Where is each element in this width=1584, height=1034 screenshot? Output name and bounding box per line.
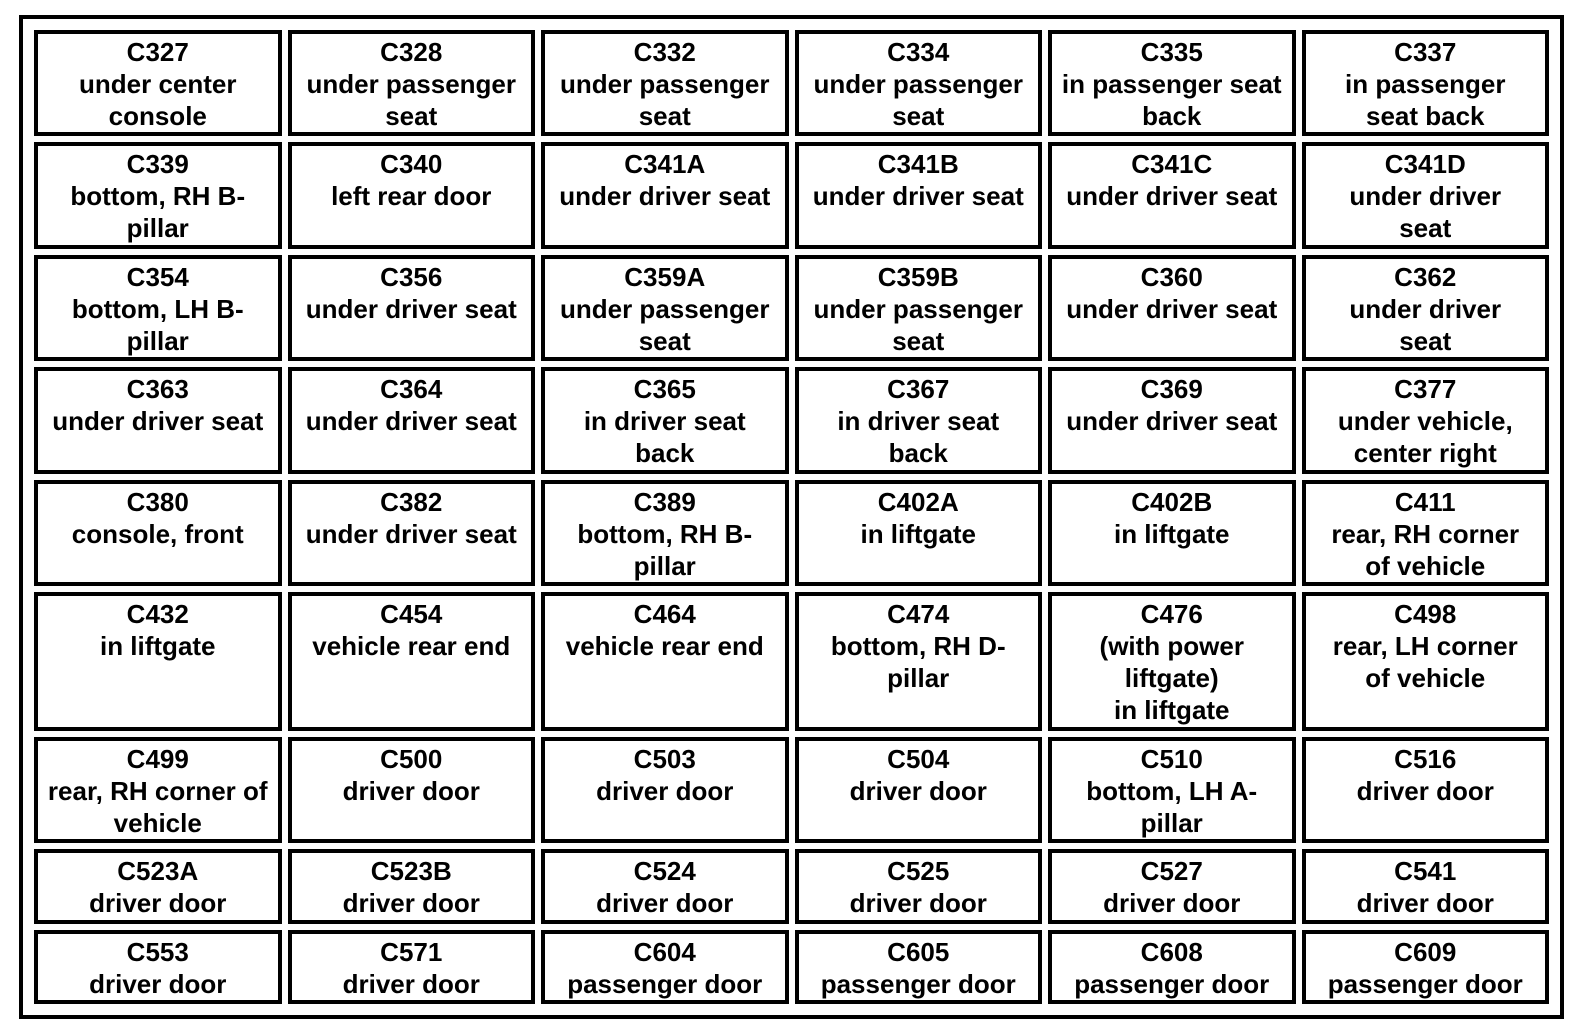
connector-cell (288, 142, 536, 248)
connector-location: bottom, LH A- pillar (1086, 775, 1258, 838)
connector-code: C541 (1394, 856, 1457, 887)
connector-location: under driver seat (1349, 181, 1502, 244)
connector-location: driver door (342, 888, 480, 919)
connector-location: under driver seat (52, 406, 264, 437)
table-body (34, 30, 1549, 1004)
connector-cell (541, 30, 789, 136)
connector-cell (541, 480, 789, 586)
connector-code: C503 (633, 743, 696, 774)
connector-cell (288, 849, 536, 923)
connector-code: C341A (624, 149, 706, 180)
connector-cell (795, 737, 1043, 843)
connector-code: C356 (380, 261, 443, 292)
connector-location: under center console (79, 69, 237, 131)
connector-location: under driver seat (305, 293, 517, 324)
connector-location: driver door (342, 775, 480, 806)
connector-cell (1048, 255, 1296, 361)
connector-cell (1302, 737, 1550, 843)
connector-location: passenger door (1074, 968, 1270, 999)
connector-code: C341B (877, 149, 959, 180)
connector-location: under driver seat (1066, 293, 1278, 324)
connector-cell (795, 255, 1043, 361)
connector-code: C328 (380, 37, 443, 67)
connector-location: driver door (342, 968, 480, 999)
connector-location: bottom, LH B- pillar (71, 293, 244, 356)
connector-code: C476 (1140, 599, 1203, 630)
connector-code: C454 (380, 599, 443, 630)
connector-location: passenger door (820, 968, 1016, 999)
connector-code: C516 (1394, 743, 1457, 774)
connector-location: bottom, RH B- pillar (70, 181, 246, 244)
connector-code: C402A (877, 486, 959, 517)
connector-location-table-frame (19, 15, 1564, 1019)
connector-code: C339 (126, 149, 189, 180)
connector-cell (288, 592, 536, 731)
connector-cell (1302, 30, 1550, 136)
connector-location: driver door (1103, 888, 1241, 919)
table-row (34, 592, 1549, 731)
connector-code: C605 (887, 936, 950, 967)
connector-cell (34, 849, 282, 923)
connector-cell (1048, 142, 1296, 248)
connector-location: under passenger seat (813, 69, 1023, 131)
connector-code: C571 (380, 936, 443, 967)
connector-location: under driver seat (1066, 406, 1278, 437)
connector-cell (288, 480, 536, 586)
connector-cell (1302, 480, 1550, 586)
connector-cell (288, 255, 536, 361)
connector-location: console, front (71, 518, 244, 549)
connector-location: driver door (849, 775, 987, 806)
connector-cell (1048, 737, 1296, 843)
connector-cell (288, 737, 536, 843)
connector-code: C432 (126, 599, 189, 630)
connector-code: C500 (380, 743, 443, 774)
connector-location-table (28, 24, 1555, 1010)
connector-location: in liftgate (1113, 518, 1230, 549)
connector-code: C337 (1394, 37, 1457, 67)
connector-location: driver door (596, 888, 734, 919)
connector-code: C474 (887, 599, 950, 630)
connector-location: rear, RH corner of vehicle (1331, 518, 1520, 581)
connector-cell (541, 849, 789, 923)
connector-cell (288, 30, 536, 136)
connector-location: vehicle rear end (312, 631, 511, 662)
connector-location: (with power liftgate) in liftgate (1099, 631, 1244, 726)
connector-cell (541, 255, 789, 361)
connector-code: C359B (877, 261, 959, 292)
connector-location: in passenger seat back (1345, 69, 1506, 131)
connector-cell (1302, 849, 1550, 923)
connector-cell (1048, 367, 1296, 473)
connector-location: passenger door (567, 968, 763, 999)
connector-location: in liftgate (860, 518, 977, 549)
connector-location: in passenger seat back (1061, 69, 1282, 131)
connector-location: under passenger seat (559, 293, 770, 356)
connector-code: C340 (380, 149, 443, 180)
connector-code: C499 (126, 743, 189, 774)
connector-code: C377 (1394, 374, 1457, 405)
connector-location: bottom, RH D- pillar (830, 631, 1006, 694)
connector-cell (34, 142, 282, 248)
connector-cell (34, 480, 282, 586)
connector-cell (288, 367, 536, 473)
connector-cell (541, 142, 789, 248)
connector-location: bottom, RH B- pillar (577, 518, 753, 581)
table-row (34, 480, 1549, 586)
connector-location: under passenger seat (559, 69, 770, 131)
connector-cell (288, 930, 536, 1004)
connector-cell (541, 367, 789, 473)
connector-cell (34, 592, 282, 731)
connector-code: C510 (1140, 743, 1203, 774)
connector-cell (34, 737, 282, 843)
connector-code: C360 (1140, 261, 1203, 292)
connector-location: in driver seat back (583, 406, 746, 469)
connector-cell (1048, 30, 1296, 136)
connector-code: C553 (126, 936, 189, 967)
connector-cell (1048, 930, 1296, 1004)
connector-cell (34, 30, 282, 136)
connector-code: C354 (126, 261, 189, 292)
connector-code: C498 (1394, 599, 1457, 630)
connector-location: under driver seat (305, 518, 517, 549)
connector-code: C327 (126, 37, 189, 67)
connector-cell (795, 480, 1043, 586)
connector-location: rear, RH corner of vehicle (47, 775, 268, 838)
connector-location: under driver seat (1066, 181, 1278, 212)
table-row (34, 367, 1549, 473)
connector-location: under passenger seat (813, 293, 1023, 356)
connector-code: C365 (633, 374, 696, 405)
connector-code: C527 (1140, 856, 1203, 887)
connector-code: C332 (633, 37, 696, 67)
connector-location: under driver seat (305, 406, 517, 437)
connector-location: under passenger seat (306, 69, 516, 131)
connector-code: C609 (1394, 936, 1457, 967)
connector-cell (541, 737, 789, 843)
connector-code: C604 (633, 936, 696, 967)
table-row (34, 142, 1549, 248)
connector-code: C402B (1131, 486, 1213, 517)
connector-cell (1302, 930, 1550, 1004)
connector-code: C335 (1140, 37, 1203, 67)
connector-location: under vehicle, center right (1337, 406, 1513, 469)
connector-code: C504 (887, 743, 950, 774)
connector-code: C363 (126, 374, 189, 405)
connector-cell (34, 255, 282, 361)
connector-location: driver door (849, 888, 987, 919)
connector-location: in driver seat back (837, 406, 1000, 469)
connector-location: under driver seat (559, 181, 771, 212)
connector-code: C341D (1384, 149, 1466, 180)
table-row (34, 930, 1549, 1004)
connector-cell (541, 930, 789, 1004)
connector-location: driver door (1356, 775, 1494, 806)
connector-code: C334 (887, 37, 950, 67)
connector-cell (1302, 142, 1550, 248)
connector-code: C382 (380, 486, 443, 517)
connector-location: under driver seat (1349, 293, 1502, 356)
connector-cell (795, 30, 1043, 136)
connector-cell (1048, 592, 1296, 731)
connector-location: in liftgate (99, 631, 216, 662)
connector-cell (795, 930, 1043, 1004)
connector-location: driver door (89, 888, 227, 919)
connector-location: driver door (1356, 888, 1494, 919)
connector-location: left rear door (331, 181, 492, 212)
connector-cell (1048, 849, 1296, 923)
connector-cell (34, 367, 282, 473)
table-row (34, 737, 1549, 843)
connector-code: C411 (1394, 486, 1456, 517)
connector-cell (795, 142, 1043, 248)
connector-code: C464 (633, 599, 696, 630)
connector-location: under driver seat (812, 181, 1024, 212)
connector-cell (795, 849, 1043, 923)
connector-code: C364 (380, 374, 443, 405)
connector-code: C524 (633, 856, 696, 887)
connector-code: C380 (126, 486, 189, 517)
connector-cell (1302, 367, 1550, 473)
table-row (34, 255, 1549, 361)
connector-cell (795, 592, 1043, 731)
connector-location: vehicle rear end (565, 631, 764, 662)
connector-location: driver door (596, 775, 734, 806)
connector-code: C369 (1140, 374, 1203, 405)
connector-cell (1048, 480, 1296, 586)
connector-code: C362 (1394, 261, 1457, 292)
connector-code: C523B (370, 856, 452, 887)
connector-code: C367 (887, 374, 950, 405)
connector-cell (1302, 592, 1550, 731)
connector-location: driver door (89, 968, 227, 999)
connector-location: passenger door (1327, 968, 1523, 999)
connector-code: C608 (1140, 936, 1203, 967)
connector-code: C359A (624, 261, 706, 292)
connector-cell (795, 367, 1043, 473)
table-row (34, 849, 1549, 923)
connector-code: C389 (633, 486, 696, 517)
connector-cell (1302, 255, 1550, 361)
connector-code: C523A (117, 856, 199, 887)
connector-cell (34, 930, 282, 1004)
connector-code: C525 (887, 856, 950, 887)
table-row (34, 30, 1549, 136)
connector-cell (541, 592, 789, 731)
connector-location: rear, LH corner of vehicle (1332, 631, 1518, 694)
connector-code: C341C (1131, 149, 1213, 180)
